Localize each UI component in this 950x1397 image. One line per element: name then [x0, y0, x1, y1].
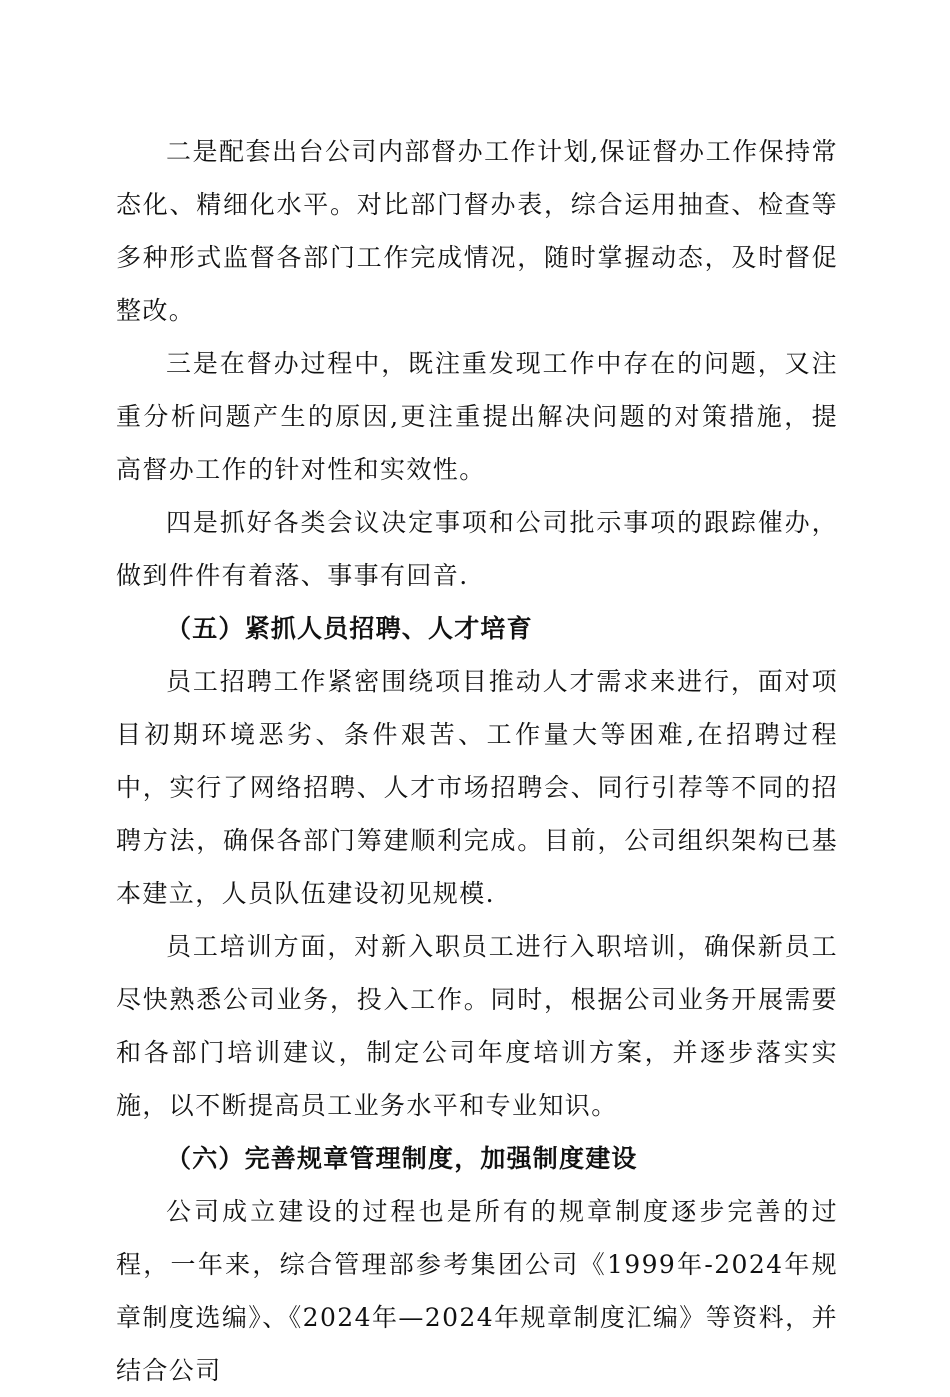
paragraph-training: 员工培训方面，对新入职员工进行入职培训，确保新员工尽快熟悉公司业务，投入工作。同时，根据公司业务开展需要和各部门培训建议，制定公司年度培训方案，并逐步落实实施，以不断提高员工业务水平和专业知识。 — [116, 932, 838, 1120]
paragraph-supervision-plan: 二是配套出台公司内部督办工作计划,保证督办工作保持常态化、精细化水平。对比部门督办表，综合运用抽查、检查等多种形式监督各部门工作完成情况，随时掌握动态，及时督促整改。 — [116, 137, 838, 325]
paragraph-regulations: 公司成立建设的过程也是所有的规章制度逐步完善的过程，一年来，综合管理部参考集团公司《1999年-2024年规章制度选编》、《2024年—2024年规章制度汇编》等资料，并结合公司 — [116, 1197, 838, 1385]
document-page — [116, 125, 838, 1397]
section-heading-recruitment: （五）紧抓人员招聘、人才培育 — [166, 614, 533, 643]
section-heading-regulations: （六）完善规章管理制度，加强制度建设 — [166, 1144, 638, 1173]
paragraph-supervision-process: 三是在督办过程中，既注重发现工作中存在的问题，又注重分析问题产生的原因,更注重提出解决问题的对策措施，提高督办工作的针对性和实效性。 — [116, 349, 838, 484]
paragraph-meeting-follow-up: 四是抓好各类会议决定事项和公司批示事项的跟踪催办，做到件件有着落、事事有回音. — [116, 508, 838, 590]
paragraph-recruitment: 员工招聘工作紧密围绕项目推动人才需求来进行，面对项目初期环境恶劣、条件艰苦、工作量大等困难,在招聘过程中，实行了网络招聘、人才市场招聘会、同行引荐等不同的招聘方法，确保各部门筹建顺利完成。目前，公司组织架构已基本建立，人员队伍建设初见规模. — [116, 667, 838, 908]
